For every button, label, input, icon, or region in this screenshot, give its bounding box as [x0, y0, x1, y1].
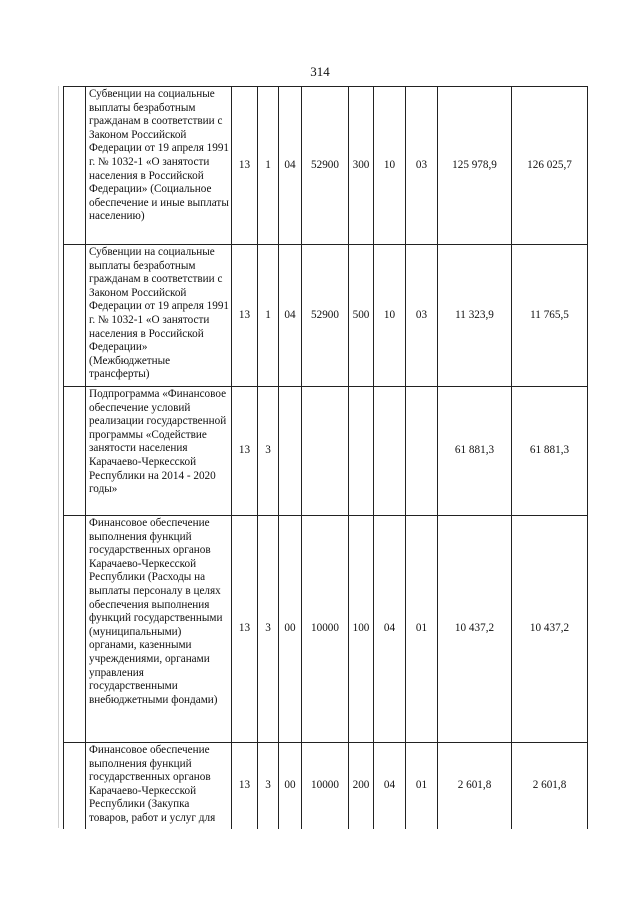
code-cell: 00 [279, 743, 302, 829]
code-cell [374, 387, 406, 516]
amount-cell: 2 601,8 [438, 743, 512, 829]
code-cell: 3 [258, 387, 279, 516]
code-cell: 3 [258, 516, 279, 743]
code-cell: 13 [232, 87, 258, 245]
code-cell: 13 [232, 743, 258, 829]
code-cell: 3 [258, 743, 279, 829]
row-marker-cell [64, 387, 86, 516]
code-cell: 10000 [302, 743, 349, 829]
amount-cell: 61 881,3 [438, 387, 512, 516]
amount-cell: 10 437,2 [512, 516, 588, 743]
code-cell [279, 387, 302, 516]
table-row [64, 516, 588, 743]
amount-cell: 125 978,9 [438, 87, 512, 245]
page-edge-line [58, 86, 59, 828]
row-marker-cell [64, 743, 86, 829]
code-cell: 00 [279, 516, 302, 743]
row-name-cell: Субвенции на социальные выплаты безработным гражданам в соответствии с Законом Российской Федерации от 19 апреля 1991 г. № 1032-1 «О занятости населения в Российской Федерации» (Социальное обеспечение и иные выплаты населению) [86, 87, 232, 245]
amount-cell: 11 323,9 [438, 245, 512, 387]
row-name-cell: Финансовое обеспечение выполнения функций государственных органов Карачаево-Черкесской Республики (Расходы на выплаты персоналу в целях обеспечения выполнения функций государственными (муниципальными) органами, казенными учреждениями, органами управления государственными внебюджетными фондами) [86, 516, 232, 743]
budget-table [63, 86, 588, 829]
code-cell [302, 387, 349, 516]
code-cell: 10 [374, 245, 406, 387]
code-cell: 1 [258, 245, 279, 387]
table-row [64, 245, 588, 387]
code-cell: 500 [349, 245, 374, 387]
code-cell [406, 387, 438, 516]
row-marker-cell [64, 516, 86, 743]
code-cell: 01 [406, 743, 438, 829]
code-cell: 03 [406, 87, 438, 245]
code-cell: 52900 [302, 87, 349, 245]
code-cell: 04 [279, 245, 302, 387]
table-row [64, 87, 588, 245]
code-cell: 04 [374, 743, 406, 829]
code-cell: 200 [349, 743, 374, 829]
code-cell [349, 387, 374, 516]
code-cell: 13 [232, 245, 258, 387]
code-cell: 1 [258, 87, 279, 245]
page-number: 314 [310, 64, 330, 79]
code-cell: 13 [232, 516, 258, 743]
row-name-cell: Финансовое обеспечение выполнения функций государственных органов Карачаево-Черкесской Республики (Закупка товаров, работ и услуг для [86, 743, 232, 829]
row-marker-cell [64, 245, 86, 387]
code-cell: 10 [374, 87, 406, 245]
code-cell: 10000 [302, 516, 349, 743]
code-cell: 52900 [302, 245, 349, 387]
code-cell: 300 [349, 87, 374, 245]
code-cell: 04 [279, 87, 302, 245]
amount-cell: 61 881,3 [512, 387, 588, 516]
amount-cell: 11 765,5 [512, 245, 588, 387]
row-name-cell: Субвенции на социальные выплаты безработным гражданам в соответствии с Законом Российской Федерации от 19 апреля 1991 г. № 1032-1 «О занятости населения в Российской Федерации» (Межбюджетные трансферты) [86, 245, 232, 387]
code-cell: 100 [349, 516, 374, 743]
code-cell: 13 [232, 387, 258, 516]
amount-cell: 126 025,7 [512, 87, 588, 245]
amount-cell: 2 601,8 [512, 743, 588, 829]
table-row [64, 743, 588, 829]
code-cell: 01 [406, 516, 438, 743]
row-name-cell: Подпрограмма «Финансовое обеспечение условий реализации государственной программы «Содействие занятости населения Карачаево-Черкесской Республики на 2014 - 2020 годы» [86, 387, 232, 516]
amount-cell: 10 437,2 [438, 516, 512, 743]
row-marker-cell [64, 87, 86, 245]
table-row [64, 387, 588, 516]
code-cell: 03 [406, 245, 438, 387]
code-cell: 04 [374, 516, 406, 743]
